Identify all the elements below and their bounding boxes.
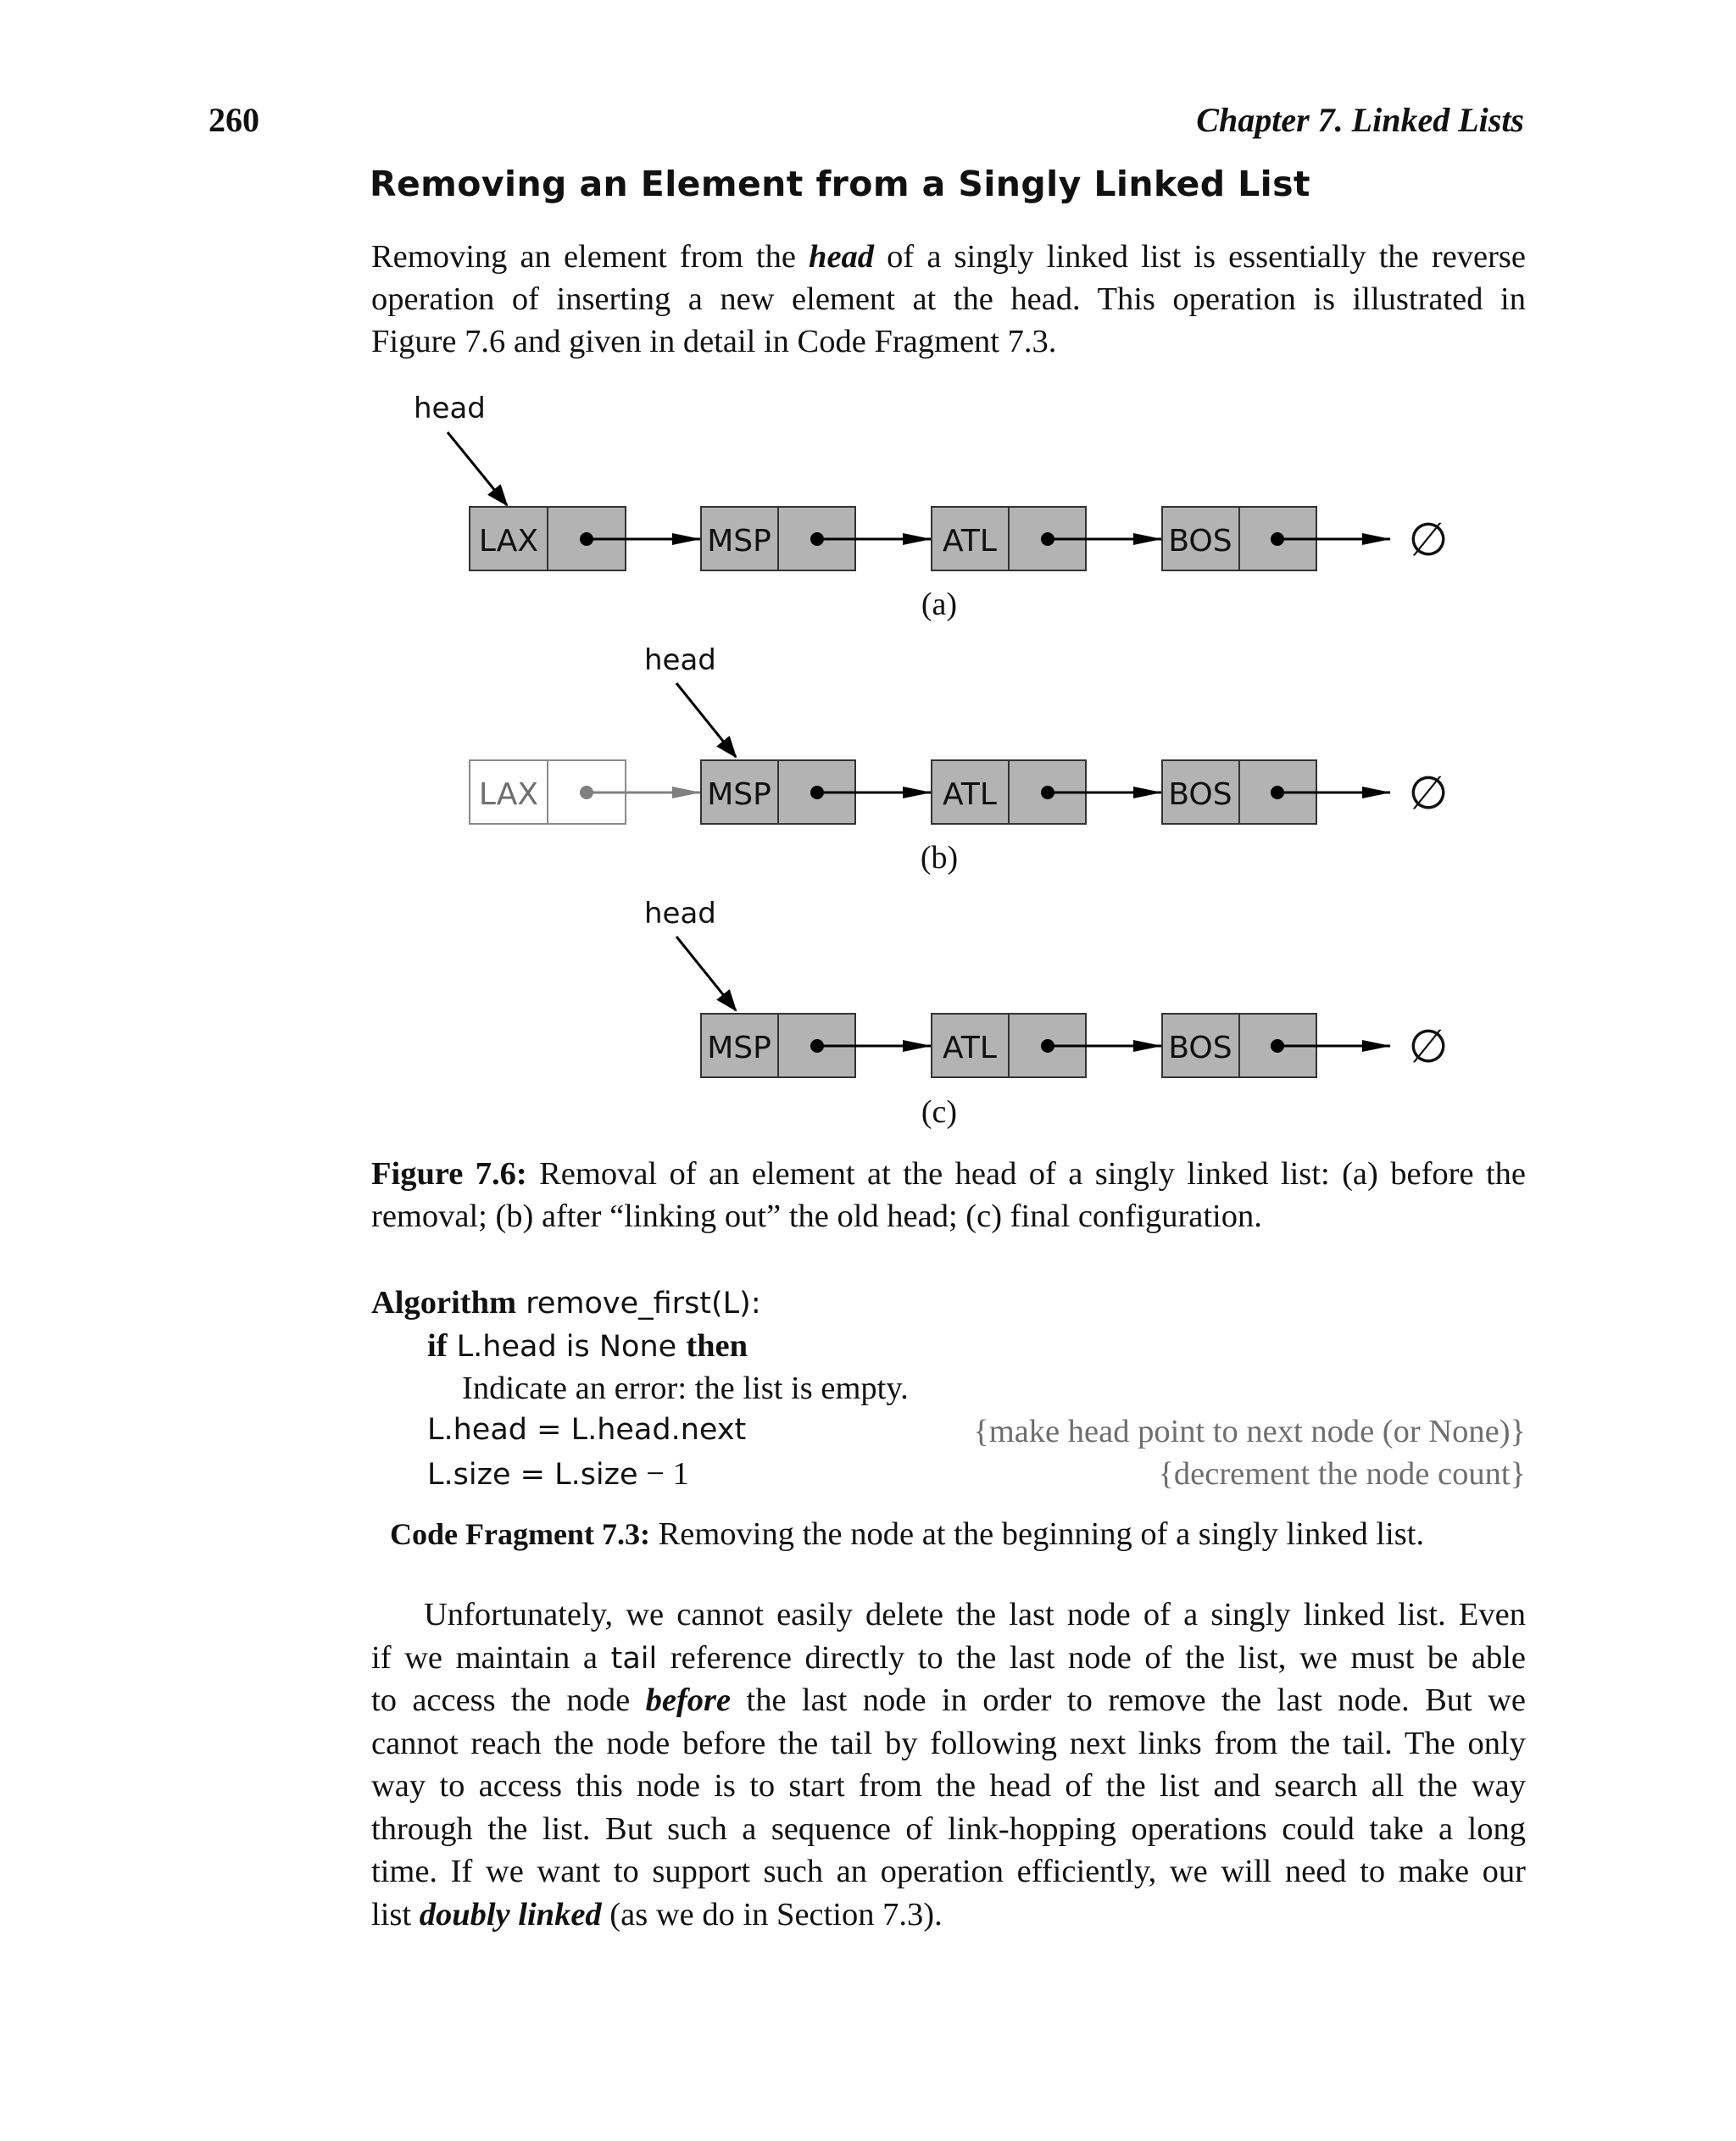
intro-paragraph [371,236,1526,371]
panel-label-a: (a) [921,587,958,622]
figure-caption [371,1153,1526,1242]
null-icon: ∅ [1408,513,1449,566]
head-label-c: head [644,897,716,931]
closing-line-1: Unfortunately, we cannot easily delete the last node of a singly linked list. Even [424,1597,1526,1632]
head-label-a: head [414,392,486,425]
null-icon: ∅ [1408,766,1449,820]
head-pointer-c [676,937,736,1010]
closing-line-6: through the list. But such a sequence of link-hopping operations could take a long [371,1810,1526,1847]
intro-line-1: Removing an element from the head of a singly linked list is essentially the reverse [371,239,1526,275]
intro-line-2: operation of inserting a new element at the head. This operation is illustrated in [371,281,1526,317]
closing-line-4: cannot reach the node before the tail by following next links from the tail. The only [371,1725,1526,1761]
code-fragment-caption: Code Fragment 7.3: Removing the node at the beginning of a singly linked list. [390,1516,1425,1552]
node-label: MSP [707,524,771,559]
algorithm-assign-size: L.size = L.size − 1 [427,1456,689,1492]
section-title: Removing an Element from a Singly Linked List [370,164,1310,204]
running-header: Chapter 7. Linked Lists [1196,101,1524,139]
node-label: ATL [943,1031,997,1065]
closing-paragraph [371,1593,1526,1941]
head-pointer-b [676,683,736,757]
closing-line-7: time. If we want to support such an operation efficiently, we will need to make our [371,1854,1526,1889]
algorithm-block [371,1284,1526,1504]
node-label: MSP [707,777,771,812]
head-label-b: head [644,643,716,677]
panel-label-c: (c) [921,1094,958,1130]
figure-caption-line-1: Figure 7.6: Removal of an element at the head of a singly linked list: (a) before the [371,1156,1526,1192]
closing-line-8: list doubly linked (as we do in Section 7.3). [371,1896,943,1932]
intro-line-3: Figure 7.6 and given in detail in Code Fragment 7.3. [371,324,1057,359]
algorithm-if-line: if L.head is None then [427,1328,748,1364]
algorithm-comment-1: {make head point to next node (or None)} [973,1414,1526,1449]
node-label: ATL [943,777,997,812]
figure-caption-line-2: removal; (b) after “linking out” the old head; (c) final configuration. [371,1198,1262,1234]
closing-line-2: if we maintain a tail reference directly to the last node of the list, we must be able [371,1639,1526,1676]
node-label: BOS [1168,524,1232,559]
null-icon: ∅ [1408,1020,1449,1073]
node-label: LAX [478,524,539,559]
closing-line-5: way to access this node is to start from the head of the list and search all the way [371,1768,1526,1804]
algorithm-error-line: Indicate an error: the list is empty. [462,1371,909,1406]
node-label: BOS [1168,1031,1232,1065]
head-pointer-a [448,432,507,505]
node-label: BOS [1168,777,1232,812]
node-label: MSP [707,1031,771,1065]
page-number: 260 [209,101,259,139]
algorithm-signature: Algorithm remove_first(L): [371,1285,761,1321]
algorithm-assign-head: L.head = L.head.next [427,1413,747,1447]
linked-list-figure [0,373,1736,1153]
panel-label-b: (b) [920,840,959,876]
algorithm-comment-2: {decrement the node count} [1158,1456,1526,1492]
closing-line-3: to access the node before the last node in order to remove the last node. But we [371,1682,1526,1718]
node-label: LAX [478,777,539,812]
node-label: ATL [943,524,997,559]
